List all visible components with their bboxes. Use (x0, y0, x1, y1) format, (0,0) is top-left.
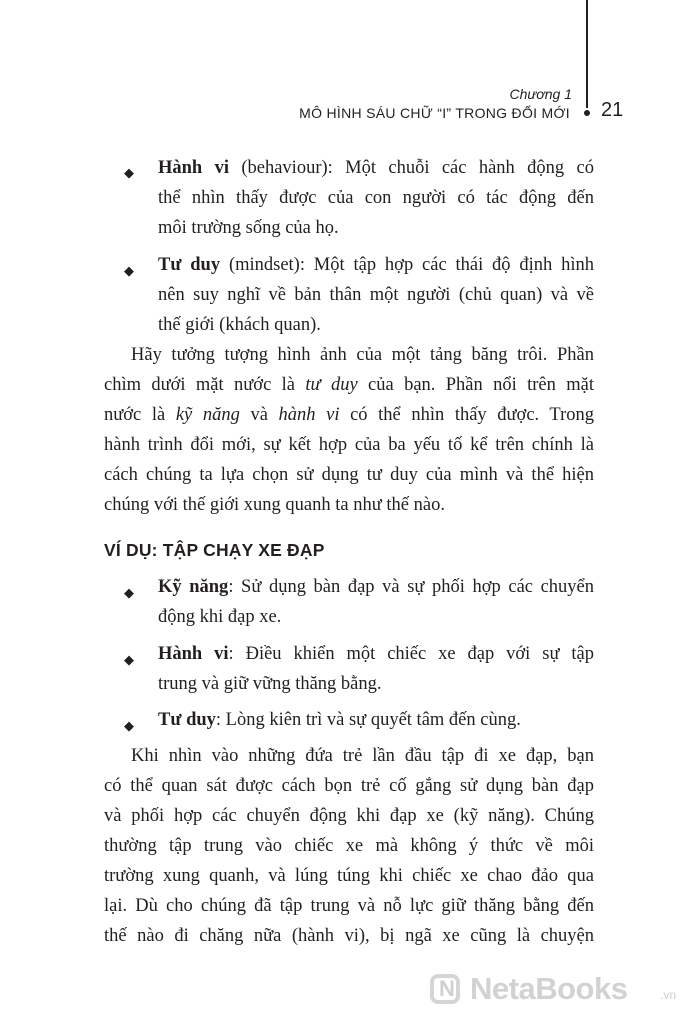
paragraph-line: thế nào đi chăng nữa (hành vi), bị ngã xe cũng là chuyện (104, 926, 594, 946)
paragraph-line: Hãy tưởng tượng hình ảnh của một tảng băng trôi. Phần (131, 345, 594, 365)
list-item-text: : Điều khiển một chiếc xe đạp với sự tập (228, 644, 594, 664)
watermark-suffix: .vn (660, 988, 677, 1002)
bullet-icon: ◆ (124, 652, 134, 667)
page-number: 21 (601, 99, 624, 121)
section-heading: VÍ DỤ: TẬP CHẠY XE ĐẠP (104, 540, 325, 560)
paragraph-line: trường xung quanh, và lúng túng khi chiếc xe chao đảo qua (104, 866, 594, 886)
watermark-text: NetaBooks (470, 971, 628, 1006)
header-rule (586, 0, 588, 108)
netabooks-logo-icon: N (430, 974, 460, 1004)
bullet-icon: ◆ (124, 585, 134, 600)
term-label: Hành vi (158, 644, 229, 664)
paragraph-line: hành trình đổi mới, sự kết hợp của ba yếu tố kể trên chính là (104, 435, 594, 455)
paragraph-line: và phối hợp các chuyển động khi đạp xe (kỹ năng). Chúng (104, 806, 594, 826)
list-item (158, 577, 594, 598)
list-item-text: môi trường sống của họ. (158, 218, 339, 238)
chapter-label: Chương 1 (509, 86, 572, 102)
header-dot (584, 110, 590, 116)
term-label: Tư duy (158, 255, 221, 275)
term-label: Kỹ năng (158, 577, 229, 597)
term-label: Tư duy (158, 710, 216, 730)
bullet-icon: ◆ (124, 263, 134, 278)
list-item-text: động khi đạp xe. (158, 607, 282, 627)
paragraph-line: chìm dưới mặt nước là tư duy của bạn. Phần nổi trên mặt (104, 375, 594, 395)
paragraph-line: thường tập trung vào chiếc xe mà không ý thức về môi (104, 836, 594, 856)
term-label: Hành vi (158, 158, 229, 178)
paragraph-line: Khi nhìn vào những đứa trẻ lần đầu tập đi xe đạp, bạn (131, 746, 594, 766)
paragraph-line: nước là kỹ năng và hành vi có thể nhìn thấy được. Trong (104, 405, 594, 425)
paragraph-line: chúng với thế giới xung quanh ta như thế nào. (104, 495, 445, 515)
paragraph-line: có thể quan sát được cách bọn trẻ cố gắng sử dụng bàn đạp (104, 776, 594, 796)
list-item-text: : Sử dụng bàn đạp và sự phối hợp các chuyển (228, 577, 595, 597)
bullet-icon: ◆ (124, 718, 134, 733)
paragraph-line: cách chúng ta lựa chọn sử dụng tư duy của mình và thể hiện (104, 465, 594, 485)
netabooks-watermark (430, 968, 696, 1008)
list-item-text: thể nhìn thấy được của con người có tác động đến (158, 188, 594, 208)
list-item-text: (mindset): Một tập hợp các thái độ định hình (220, 255, 594, 275)
list-item (158, 255, 594, 276)
chapter-title: MÔ HÌNH SÁU CHỮ “I” TRONG ĐỔI MỚI (299, 105, 570, 121)
list-item (158, 644, 594, 665)
list-item (158, 158, 594, 179)
list-item (158, 710, 521, 731)
list-item-text: thế giới (khách quan). (158, 315, 321, 335)
list-item-text: nên suy nghĩ về bản thân một người (chủ quan) và về (158, 285, 594, 305)
list-item-text: trung và giữ vững thăng bằng. (158, 674, 382, 694)
list-item-text: (behaviour): Một chuỗi các hành động có (228, 158, 594, 178)
paragraph-line: lại. Dù cho chúng đã tập trung và nỗ lực giữ thăng bằng đến (104, 896, 594, 916)
bullet-icon: ◆ (124, 165, 134, 180)
list-item-text: : Lòng kiên trì và sự quyết tâm đến cùng. (215, 710, 521, 730)
